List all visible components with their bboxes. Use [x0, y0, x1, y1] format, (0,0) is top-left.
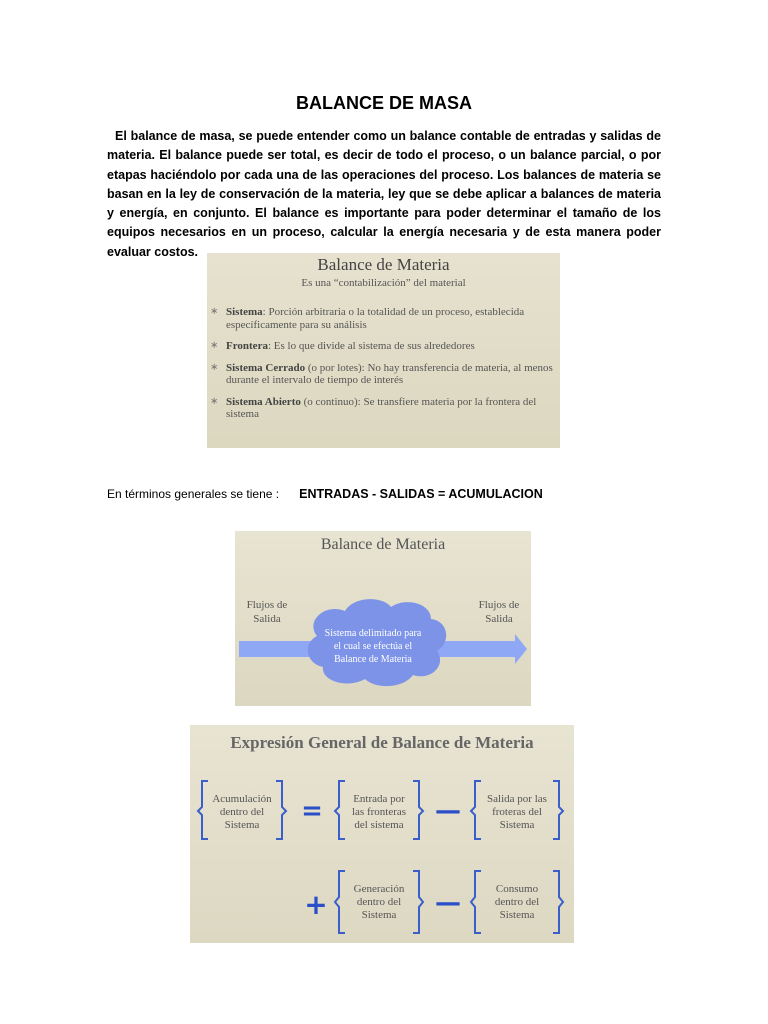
salida-line1: Salida por las: [487, 793, 547, 805]
gen-line1: Generación: [353, 883, 405, 895]
slide1-title: Balance de Materia: [317, 255, 450, 274]
slide1-subtitle: Es una “contabilización” del material: [301, 277, 466, 289]
acum-line1: Acumulación: [212, 793, 272, 805]
slide3-title: Expresión General de Balance de Materia: [230, 733, 534, 752]
inflow-label-line2: Salida: [253, 613, 281, 625]
bullet-icon: ∗: [210, 361, 219, 373]
intro-paragraph: El balance de masa, se puede entender como un balance contable de entradas y salidas de materia. El balance puede ser total, es decir de todo el proceso, o un balance parcial, o por etapas haciéndolo por cada una de las operaciones del proceso. Los balances de materia se basan en la ley de conservación de la materia, ley que se debe aplicar a balances de materia y energía, en conjunto. El balance es importante para poder determinar el tamaño de los equipos necesarios en un proceso, calcular la energía necesaria y de esta manera poder evaluar costos.: [107, 129, 661, 259]
salida-line2: froteras del: [492, 806, 542, 818]
definition-text: : Es lo que divide al sistema de sus alrededores: [267, 340, 475, 352]
bullet-icon: ∗: [210, 395, 219, 407]
acum-line3: Sistema: [224, 819, 260, 831]
cons-line3: Sistema: [499, 909, 535, 921]
slide2-title: Balance de Materia: [320, 536, 446, 553]
outflow-label-line2: Salida: [485, 613, 513, 625]
definition-text: (o continuo): Se transfiere materia por la frontera del sistema: [226, 395, 537, 420]
cloud-line2: el cual se efectúa el: [333, 641, 413, 652]
definition-term: Sistema: [226, 306, 263, 318]
definition-term: Frontera: [226, 340, 268, 352]
bullet-icon: ∗: [210, 306, 219, 317]
entrada-line2: las fronteras: [351, 806, 407, 818]
definition-text: : Porción arbitraria o la totalidad de un proceso, establecida específicamente para su análisis: [226, 306, 525, 331]
cloud-line1: Sistema delimitado para: [324, 628, 422, 639]
general-prefix: En términos generales se tiene :: [107, 487, 280, 501]
cons-line2: dentro del: [494, 896, 540, 908]
definition-item: [210, 306, 555, 331]
gen-line2: dentro del: [356, 896, 402, 908]
slide-flow-diagram: [235, 531, 531, 706]
minus-sign-top: —: [435, 796, 461, 826]
term-consumption: [475, 883, 559, 922]
equals-sign: =: [301, 796, 323, 826]
term-accumulation: [202, 793, 282, 832]
outflow-label-line1: Flujos de: [478, 599, 520, 611]
definition-item: [210, 396, 555, 421]
definition-text: (o por lotes): No hay transferencia de materia, al menos durante el intervalo de tiempo de interés: [226, 361, 553, 386]
cons-line1: Consumo: [495, 883, 539, 895]
slide-general-expression: [190, 725, 574, 943]
outflow-label: [471, 598, 527, 626]
definitions-list: [210, 306, 555, 430]
definition-term: Sistema Cerrado: [226, 361, 306, 374]
general-equation: ENTRADAS - SALIDAS = ACUMULACION: [299, 487, 543, 501]
page-title: BALANCE DE MASA: [295, 93, 472, 113]
cloud-line3: Balance de Materia: [334, 654, 412, 665]
general-statement: [107, 487, 543, 501]
inflow-label: [239, 598, 295, 626]
entrada-line1: Entrada por: [353, 793, 405, 805]
definition-item: [210, 340, 555, 353]
minus-sign-bottom: —: [435, 888, 461, 918]
inflow-label-line1: Flujos de: [246, 599, 288, 611]
term-output: [475, 793, 559, 832]
term-generation: [339, 883, 419, 922]
definition-term: Sistema Abierto: [226, 395, 301, 408]
gen-line3: Sistema: [361, 909, 397, 921]
bullet-icon: ∗: [210, 340, 219, 351]
acum-line2: dentro del: [219, 806, 265, 818]
salida-line3: Sistema: [499, 819, 535, 831]
plus-sign: +: [304, 888, 328, 921]
system-cloud-label: [313, 627, 433, 666]
slide-definitions: [207, 253, 560, 448]
definition-item: [210, 362, 555, 387]
entrada-line3: del sistema: [354, 819, 404, 831]
term-input: [339, 793, 419, 832]
